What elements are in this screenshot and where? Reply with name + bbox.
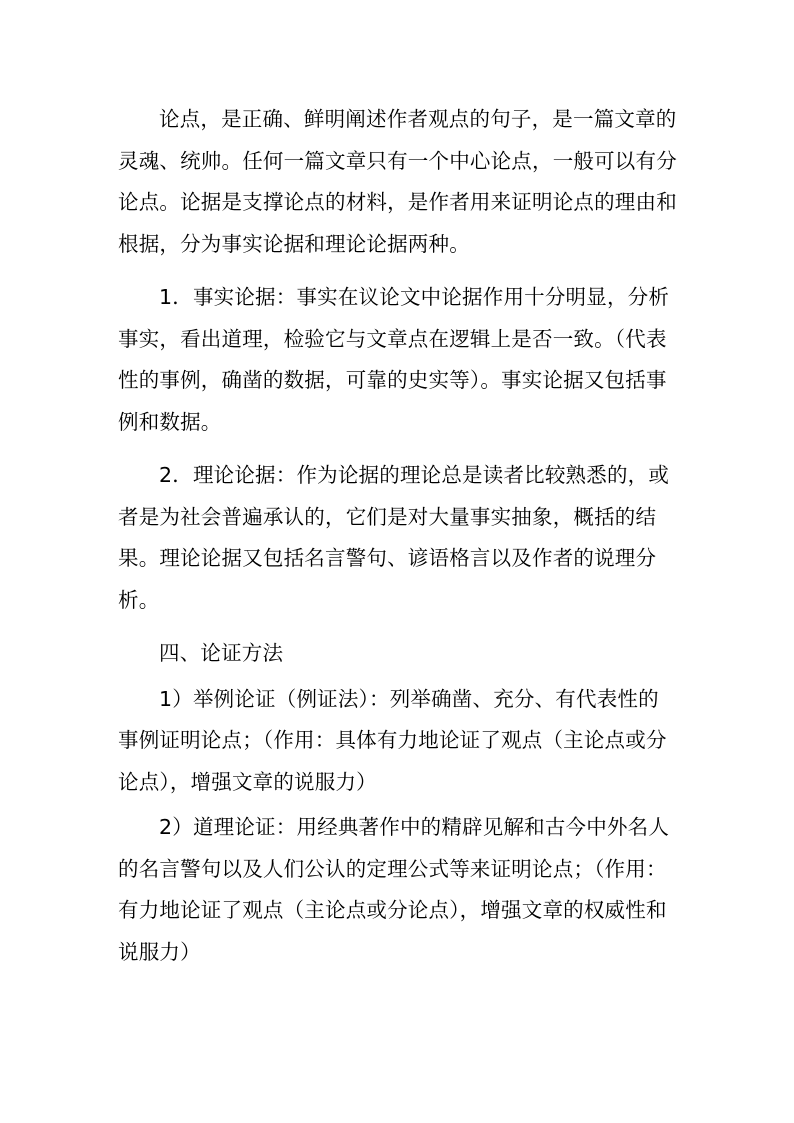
paragraph-theoretical-evidence: 2．理论论据：作为论据的理论总是读者比较熟悉的，或者是为社会普遍承认的，它们是对大量事实抽象，概括的结果。理论论据又包括名言警句、谚语格言以及作者的说理分析。 xyxy=(118,463,670,612)
paragraph-factual-evidence: 1．事实论据：事实在议论文中论据作用十分明显，分析事实，看出道理，检验它与文章点在逻辑上是否一致。（代表性的事例，确凿的数据，可靠的史实等）。事实论据又包括事例和数据。 xyxy=(118,285,670,434)
paragraph-reasoning-argument: 2）道理论证：用经典著作中的精辟见解和古今中外名人的名言警句以及人们公认的定理公式等来证明论点；（作用：有力地论证了观点（主论点或分论点），增强文章的权威性和说服力） xyxy=(118,815,670,964)
section-heading-argument-methods: 四、论证方法 xyxy=(159,641,284,665)
document-body xyxy=(118,99,678,973)
paragraph-example-argument: 1）举例论证（例证法）：列举确凿、充分、有代表性的事例证明论点；（作用：具体有力地论证了观点（主论点或分论点），增强文章的说服力） xyxy=(118,686,667,794)
paragraph-argument-definition: 论点，是正确、鲜明阐述作者观点的句子，是一篇文章的灵魂、统帅。任何一篇文章只有一个中心论点，一般可以有分论点。论据是支撑论点的材料，是作者用来证明论点的理由和根据，分为事实论据和理论论据两种。 xyxy=(118,107,677,256)
